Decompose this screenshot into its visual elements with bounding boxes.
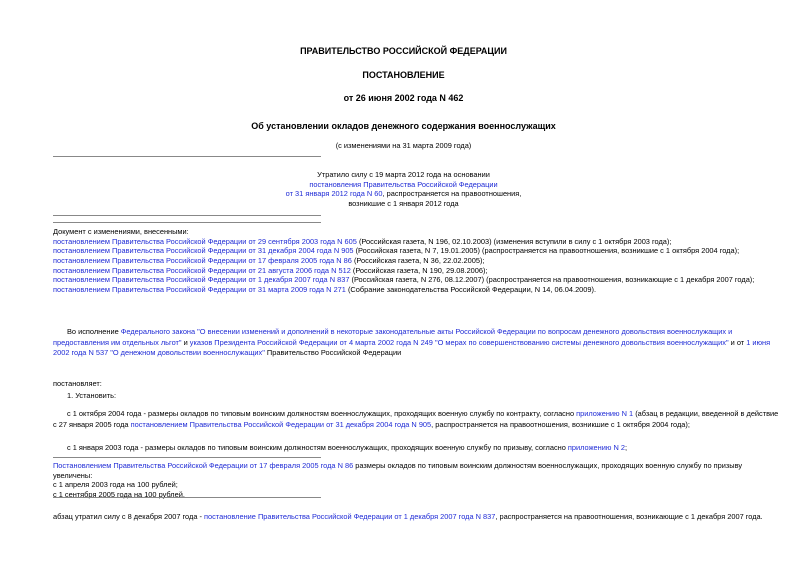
expired-line2-tail: , распространяется на правоотношения, xyxy=(382,189,522,199)
divider xyxy=(53,497,321,498)
change-link[interactable]: постановлением Правительства Российской Федерации от 17 февраля 2005 года N 86 xyxy=(53,255,352,265)
para1-text: с 1 октября 2004 года - размеры окладов по типовым воинским должностям военнослужащих, проходящих военную службу по контракту, согласно xyxy=(67,409,577,418)
divider xyxy=(53,222,321,223)
change-link[interactable]: постановлением Правительства Российской Федерации от 31 декабря 2004 года N 905 xyxy=(53,246,354,256)
preamble-tail: Правительство Российской Федерации xyxy=(264,348,402,358)
para3-line2: с 1 апреля 2003 года на 100 рублей; xyxy=(53,480,178,490)
list-item xyxy=(53,237,798,247)
divider xyxy=(53,457,321,458)
appendix-1-link[interactable]: приложению N 1 xyxy=(576,409,634,418)
preamble-connector: и от xyxy=(728,337,747,347)
change-source: (Российская газета, N 7, 19.01.2005) (распространяется на правоотношения, возникшие с 1 октября 2004 года); xyxy=(353,246,740,256)
preamble-lead: Во исполнение xyxy=(67,327,121,336)
paragraph-2 xyxy=(53,443,783,453)
para3-tail: размеры окладов по типовым воинским должностям военнослужащих, проходящих военную службу по призыву увеличены: xyxy=(53,461,743,480)
document-date-number: от 26 июня 2002 года N 462 xyxy=(343,93,464,103)
government-heading: ПРАВИТЕЛЬСТВО РОССИЙСКОЙ ФЕДЕРАЦИИ xyxy=(300,46,507,56)
expired-link-date[interactable]: от 31 января 2012 года N 60 xyxy=(285,189,383,199)
decides-label: постановляет: xyxy=(53,379,102,388)
divider xyxy=(53,215,321,216)
list-item xyxy=(53,246,798,256)
expired-link-resolution[interactable]: постановления Правительства Российской Федерации xyxy=(309,179,498,189)
expired-line1: Утратило силу с 19 марта 2012 года на основании xyxy=(317,170,490,179)
para4-tail: , распространяется на правоотношения, возникающие с 1 декабря 2007 года. xyxy=(495,512,763,521)
para3-line3: с 1 сентября 2005 года на 100 рублей. xyxy=(53,489,185,499)
para2-tail: ; xyxy=(624,443,628,452)
preamble-connector: и xyxy=(181,337,190,347)
change-link[interactable]: постановлением Правительства Российской Федерации от 21 августа 2006 года N 512 xyxy=(53,265,351,275)
change-source: (Российская газета, N 276, 08.12.2007) (распространяется на правоотношения, возникающие с 1 декабря 2007 года); xyxy=(349,275,755,285)
item-1: 1. Установить: xyxy=(67,391,117,400)
change-source: (Российская газета, N 36, 22.02.2005); xyxy=(351,255,485,265)
change-link[interactable]: постановлением Правительства Российской Федерации от 1 декабря 2007 года N 837 xyxy=(53,275,350,285)
resolution-837-link[interactable]: постановление Правительства Российской Федерации от 1 декабря 2007 года N 837 xyxy=(204,512,496,521)
change-source: (Российская газета, N 196, 02.10.2003) (изменения вступили в силу с 1 октября 2003 года); xyxy=(356,236,672,246)
revision-note: (с изменениями на 31 марта 2009 года) xyxy=(335,141,472,150)
list-item xyxy=(53,256,798,266)
divider xyxy=(53,156,321,157)
presidential-decree-2-link[interactable]: 1 июня 2002 года N 537 "О денежном довольствии военнослужащих" xyxy=(53,337,771,358)
appendix-2-link[interactable]: приложению N 2 xyxy=(567,443,625,452)
changes-intro: Документ с изменениями, внесенными: xyxy=(53,227,189,236)
para1-tail: , распространяется на правоотношения, возникшие с 1 октября 2004 года); xyxy=(431,419,690,429)
paragraph-4 xyxy=(53,512,798,522)
resolution-905-link[interactable]: постановлением Правительства Российской Федерации от 31 декабря 2004 года N 905 xyxy=(130,419,432,429)
change-source: (Собрание законодательства Российской Федерации, N 14, 06.04.2009). xyxy=(345,284,597,294)
expired-line3: возникшие с 1 января 2012 года xyxy=(348,198,459,208)
presidential-decree-link[interactable]: указов Президента Российской Федерации от 4 марта 2002 года N 249 "О мерах по совершенствованию системы денежного довольствия военнослужащих" xyxy=(189,337,729,347)
changes-list xyxy=(53,227,798,294)
change-link[interactable]: постановлением Правительства Российской Федерации от 31 марта 2009 года N 271 xyxy=(53,284,346,294)
preamble xyxy=(53,327,771,359)
expired-notice xyxy=(0,170,807,209)
list-item xyxy=(53,266,798,276)
para4-text: абзац утратил силу с 8 декабря 2007 года - xyxy=(53,512,204,521)
para1-mid: (абзац в редакции, введенной в действие с 27 января 2005 года xyxy=(53,409,779,429)
paragraph-3 xyxy=(53,461,783,500)
document-type: ПОСТАНОВЛЕНИЕ xyxy=(362,70,445,80)
federal-law-link[interactable]: Федерального закона "О внесении изменений и дополнений в некоторые законодательные акты Российской Федерации по вопросам денежного довольствия военнослужащих и предоставления им отдельных льгот" xyxy=(53,327,733,347)
document-title: Об установлении окладов денежного содержания военнослужащих xyxy=(251,121,556,131)
resolution-86-link[interactable]: Постановлением Правительства Российской Федерации от 17 февраля 2005 года N 86 xyxy=(53,461,354,470)
change-link[interactable]: постановлением Правительства Российской Федерации от 29 сентября 2003 года N 605 xyxy=(53,236,357,246)
list-item xyxy=(53,275,798,285)
paragraph-1 xyxy=(53,409,783,430)
change-source: (Российская газета, N 190, 29.08.2006); xyxy=(350,265,488,275)
list-item xyxy=(53,285,798,295)
para2-text: с 1 января 2003 года - размеры окладов по типовым воинским должностям военнослужащих, проходящих военную службу по призыву, согласно xyxy=(67,443,568,452)
